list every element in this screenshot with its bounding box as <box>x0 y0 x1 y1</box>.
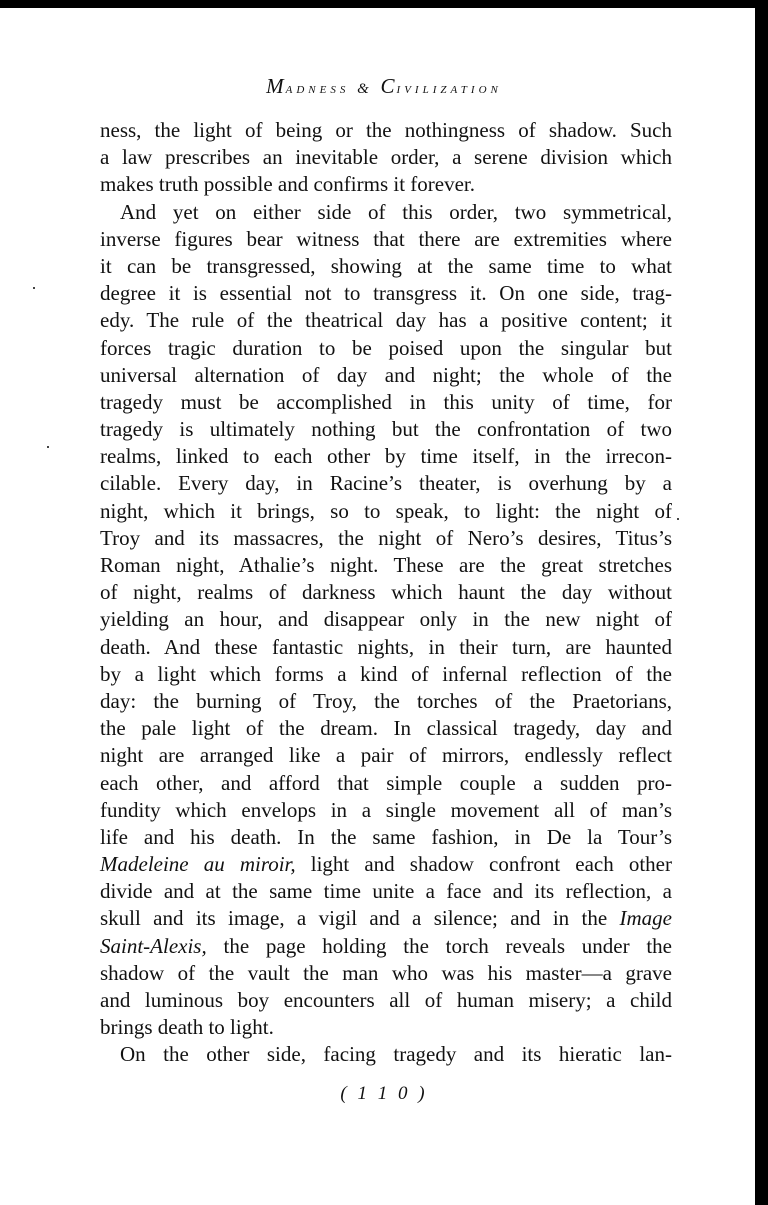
scan-right-border <box>755 0 768 1205</box>
text-line <box>100 389 672 416</box>
scan-speck <box>677 518 679 520</box>
text-line <box>100 307 672 334</box>
line-text: inverse figures bear witness that there are extremities where <box>100 226 672 251</box>
body-text <box>100 117 672 1067</box>
text-line <box>100 280 672 307</box>
line-text: brings death to light. <box>100 1015 274 1040</box>
running-header <box>0 74 768 99</box>
text-line <box>100 144 672 171</box>
text-line <box>100 1014 672 1041</box>
line-text: degree it is essential not to transgress it. On one side, trag- <box>100 281 672 306</box>
line-text: day: the burning of Troy, the torches of the Praetorians, <box>100 688 672 713</box>
line-text: forces tragic duration to be poised upon the singular but <box>100 335 672 360</box>
line-text: the page holding the torch reveals under the <box>206 933 672 958</box>
italic-title: Saint-Alexis, <box>100 933 207 958</box>
text-line <box>100 905 672 932</box>
line-text: On the other side, facing tragedy and its hieratic lan- <box>120 1042 672 1067</box>
text-line <box>100 416 672 443</box>
line-text: Troy and its massacres, the night of Nero’s desires, Titus’s <box>100 525 672 550</box>
line-text: death. And these fantastic nights, in their turn, are haunted <box>100 634 672 659</box>
text-line <box>100 335 672 362</box>
line-text: edy. The rule of the theatrical day has a positive content; it <box>100 308 672 333</box>
text-line <box>100 960 672 987</box>
text-line <box>100 661 672 688</box>
line-text: makes truth possible and confirms it forever. <box>100 172 475 197</box>
line-text: universal alternation of day and night; the whole of the <box>100 362 672 387</box>
line-text: of night, realms of darkness which haunt the day without <box>100 580 672 605</box>
line-text: life and his death. In the same fashion, in De la Tour’s <box>100 824 672 849</box>
line-text: light and shadow confront each other <box>295 852 672 877</box>
text-line <box>100 742 672 769</box>
text-line <box>100 552 672 579</box>
line-text: shadow of the vault the man who was his master—a grave <box>100 960 672 985</box>
line-text: realms, linked to each other by time itself, in the irrecon- <box>100 444 672 469</box>
line-text: and luminous boy encounters all of human misery; a child <box>100 988 672 1012</box>
line-text: night, which it brings, so to speak, to light: the night of <box>100 498 672 523</box>
header-cap: C <box>380 74 397 98</box>
header-ampersand: & <box>349 81 381 97</box>
text-line <box>100 797 672 824</box>
text-line <box>100 824 672 851</box>
line-text: divide and at the same time unite a face and its reflection, a <box>100 879 672 904</box>
scan-speck <box>33 287 35 289</box>
text-line <box>100 987 672 1014</box>
text-line <box>100 634 672 661</box>
line-text: it can be transgressed, showing at the same time to what <box>100 253 672 278</box>
text-line <box>100 688 672 715</box>
text-line <box>100 443 672 470</box>
line-text: yielding an hour, and disappear only in the new night of <box>100 607 672 632</box>
text-line <box>100 253 672 280</box>
text-line <box>100 199 672 226</box>
text-line <box>100 878 672 905</box>
text-line <box>100 1041 672 1068</box>
italic-title: Madeleine au miroir, <box>100 852 296 877</box>
header-cap: M <box>266 74 286 98</box>
text-line <box>100 171 672 198</box>
scan-top-border <box>0 0 768 8</box>
line-text: tragedy is ultimately nothing but the confrontation of two <box>100 417 672 442</box>
text-line <box>100 470 672 497</box>
italic-title: Image <box>619 906 672 931</box>
line-text: Roman night, Athalie’s night. These are the great stretches <box>100 553 672 577</box>
line-text: fundity which envelops in a single movement all of man’s <box>100 797 672 822</box>
scan-speck <box>47 446 49 448</box>
text-line <box>100 579 672 606</box>
line-text: And yet on either side of this order, two symmetrical, <box>120 199 672 224</box>
header-word: ivilization <box>396 81 502 97</box>
text-line <box>100 226 672 253</box>
text-line <box>100 525 672 552</box>
text-line <box>100 715 672 742</box>
text-line <box>100 933 672 960</box>
line-text: cilable. Every day, in Racine’s theater, is overhung by a <box>100 471 672 496</box>
text-line <box>100 770 672 797</box>
text-line <box>100 851 672 878</box>
line-text: a law prescribes an inevitable order, a serene division which <box>100 145 672 170</box>
line-text: by a light which forms a kind of infernal reflection of the <box>100 661 672 686</box>
text-line <box>100 117 672 144</box>
header-word: adness <box>285 81 350 97</box>
line-text: night are arranged like a pair of mirrors, endlessly reflect <box>100 743 672 768</box>
line-text: tragedy must be accomplished in this unity of time, for <box>100 389 672 414</box>
text-line <box>100 362 672 389</box>
line-text: the pale light of the dream. In classical tragedy, day and <box>100 716 672 741</box>
line-text: ness, the light of being or the nothingness of shadow. Such <box>100 118 672 142</box>
text-line <box>100 498 672 525</box>
line-text: skull and its image, a vigil and a silence; and in the <box>100 906 620 931</box>
line-text: each other, and afford that simple couple a sudden pro- <box>100 770 672 795</box>
page-number: ( 1 1 0 ) <box>340 1083 428 1104</box>
text-line <box>100 606 672 633</box>
